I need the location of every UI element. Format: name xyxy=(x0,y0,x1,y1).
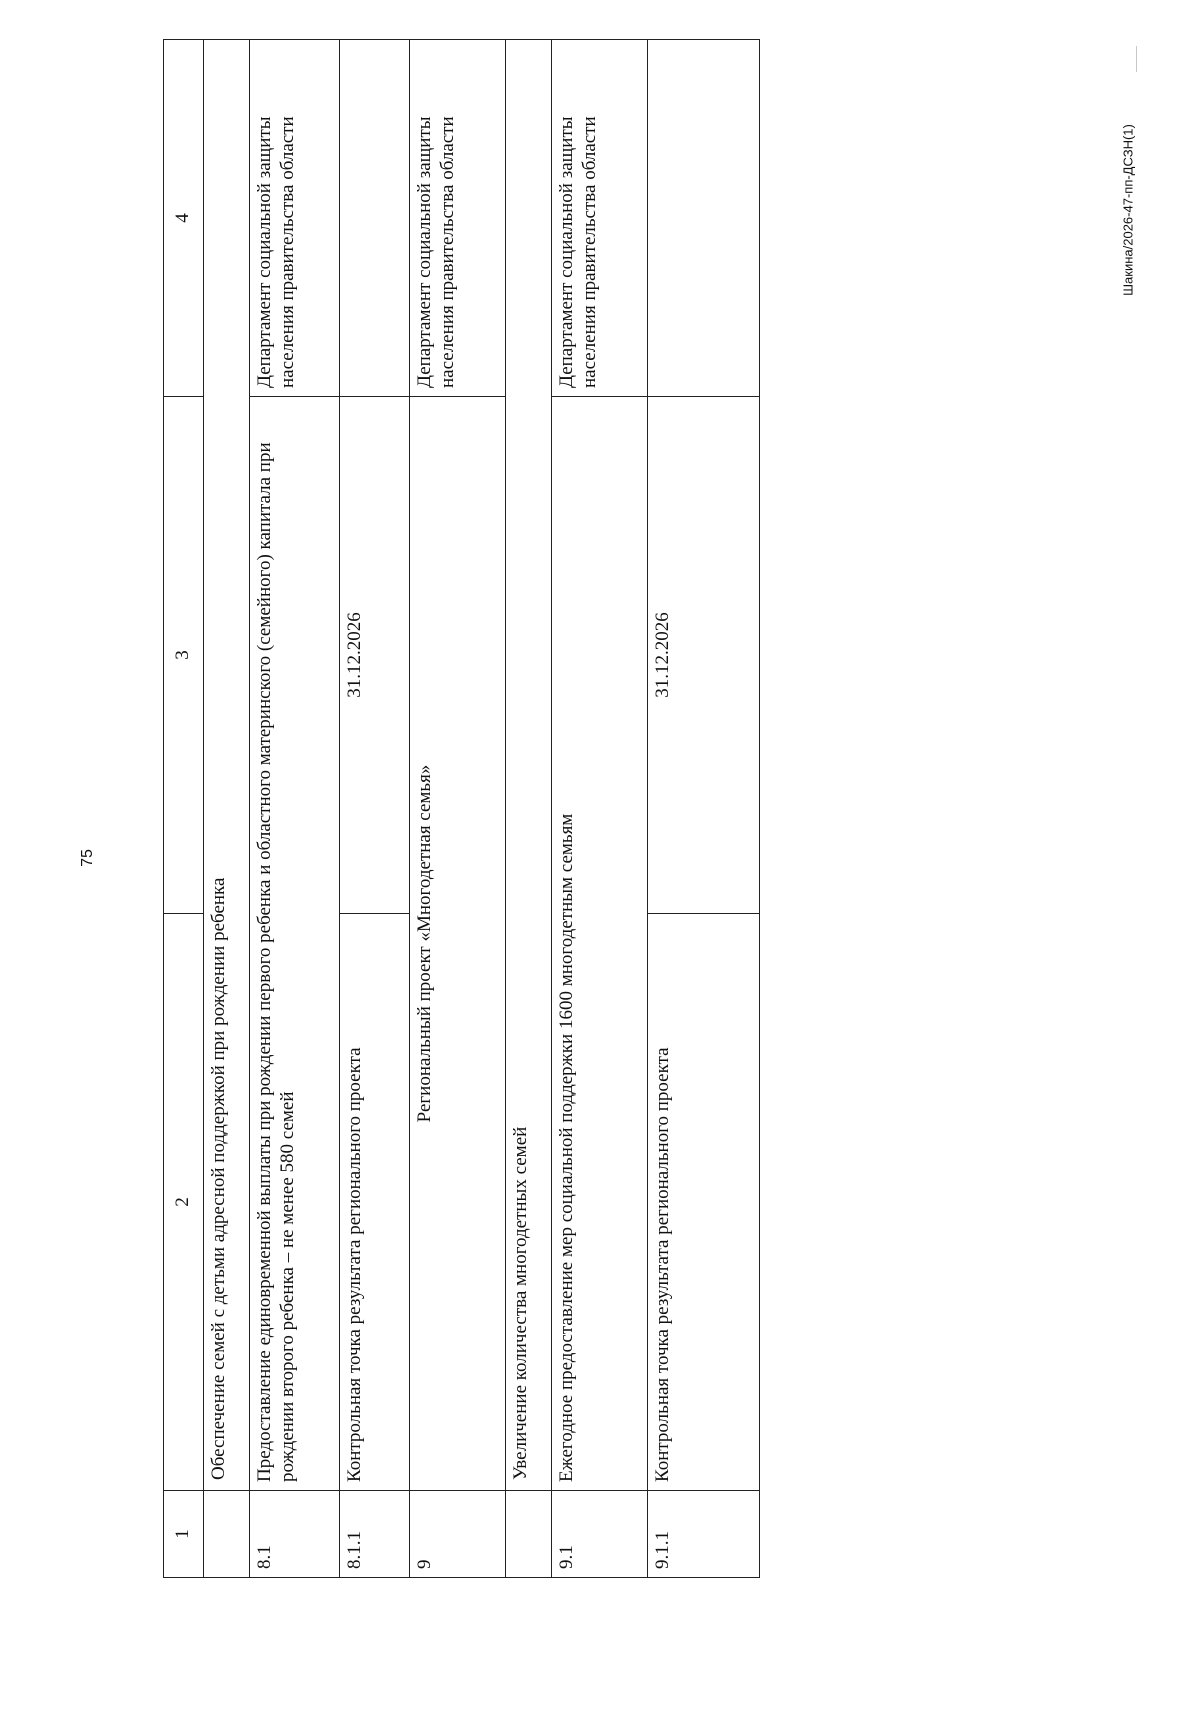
row-description: Контрольная точка результата регионального проекта xyxy=(648,914,760,1491)
responsible-executor: Департамент социальной защиты населения правительства области xyxy=(410,40,506,397)
table-row-goal-9 xyxy=(506,40,552,1578)
responsible-executor xyxy=(648,40,760,397)
goal-text: Обеспечение семей с детьми адресной поддержкой при рождении ребенка xyxy=(204,40,250,1491)
goal-text: Увеличение количества многодетных семей xyxy=(506,40,552,1491)
deadline-date: 31.12.2026 xyxy=(648,397,760,914)
rotated-table-area xyxy=(163,108,759,1578)
table-row-8-1-1 xyxy=(340,40,410,1578)
table-row-9 xyxy=(410,40,506,1578)
deadline-date: 31.12.2026 xyxy=(340,397,410,914)
table-row-9-1-1 xyxy=(648,40,760,1578)
empty-cell xyxy=(506,1491,552,1578)
header-col-4: 4 xyxy=(164,40,204,397)
row-number: 9 xyxy=(410,1491,506,1578)
table-row-goal-8 xyxy=(204,40,250,1578)
project-title: Региональный проект «Многодетная семья» xyxy=(410,397,506,1491)
header-row xyxy=(164,40,204,1578)
document-reference: Шакина/2026-47-пп-ДСЗН(1) xyxy=(1120,124,1136,296)
row-number: 8.1 xyxy=(250,1491,340,1578)
table-row-9-1 xyxy=(552,40,648,1578)
scan-edge-mark xyxy=(1136,46,1137,72)
row-description: Предоставление единовременной выплаты при рождении первого ребенка и областного материнского (семейного) капитала при рождении второго ребенка – не менее 580 семей xyxy=(250,397,340,1491)
page-number: 75 xyxy=(79,849,96,867)
header-col-2: 2 xyxy=(164,914,204,1491)
empty-cell xyxy=(204,1491,250,1578)
row-description: Ежегодное предоставление мер социальной поддержки 1600 многодетным семьям xyxy=(552,397,648,1491)
row-number: 9.1 xyxy=(552,1491,648,1578)
responsible-executor: Департамент социальной защиты населения правительства области xyxy=(250,40,340,397)
row-description: Контрольная точка результата регионального проекта xyxy=(340,914,410,1491)
table-row-8-1 xyxy=(250,40,340,1578)
row-number: 8.1.1 xyxy=(340,1491,410,1578)
header-col-3: 3 xyxy=(164,397,204,914)
responsible-executor xyxy=(340,40,410,397)
row-number: 9.1.1 xyxy=(648,1491,760,1578)
program-table xyxy=(163,39,760,1578)
responsible-executor: Департамент социальной защиты населения правительства области xyxy=(552,40,648,397)
header-col-1: 1 xyxy=(164,1491,204,1578)
